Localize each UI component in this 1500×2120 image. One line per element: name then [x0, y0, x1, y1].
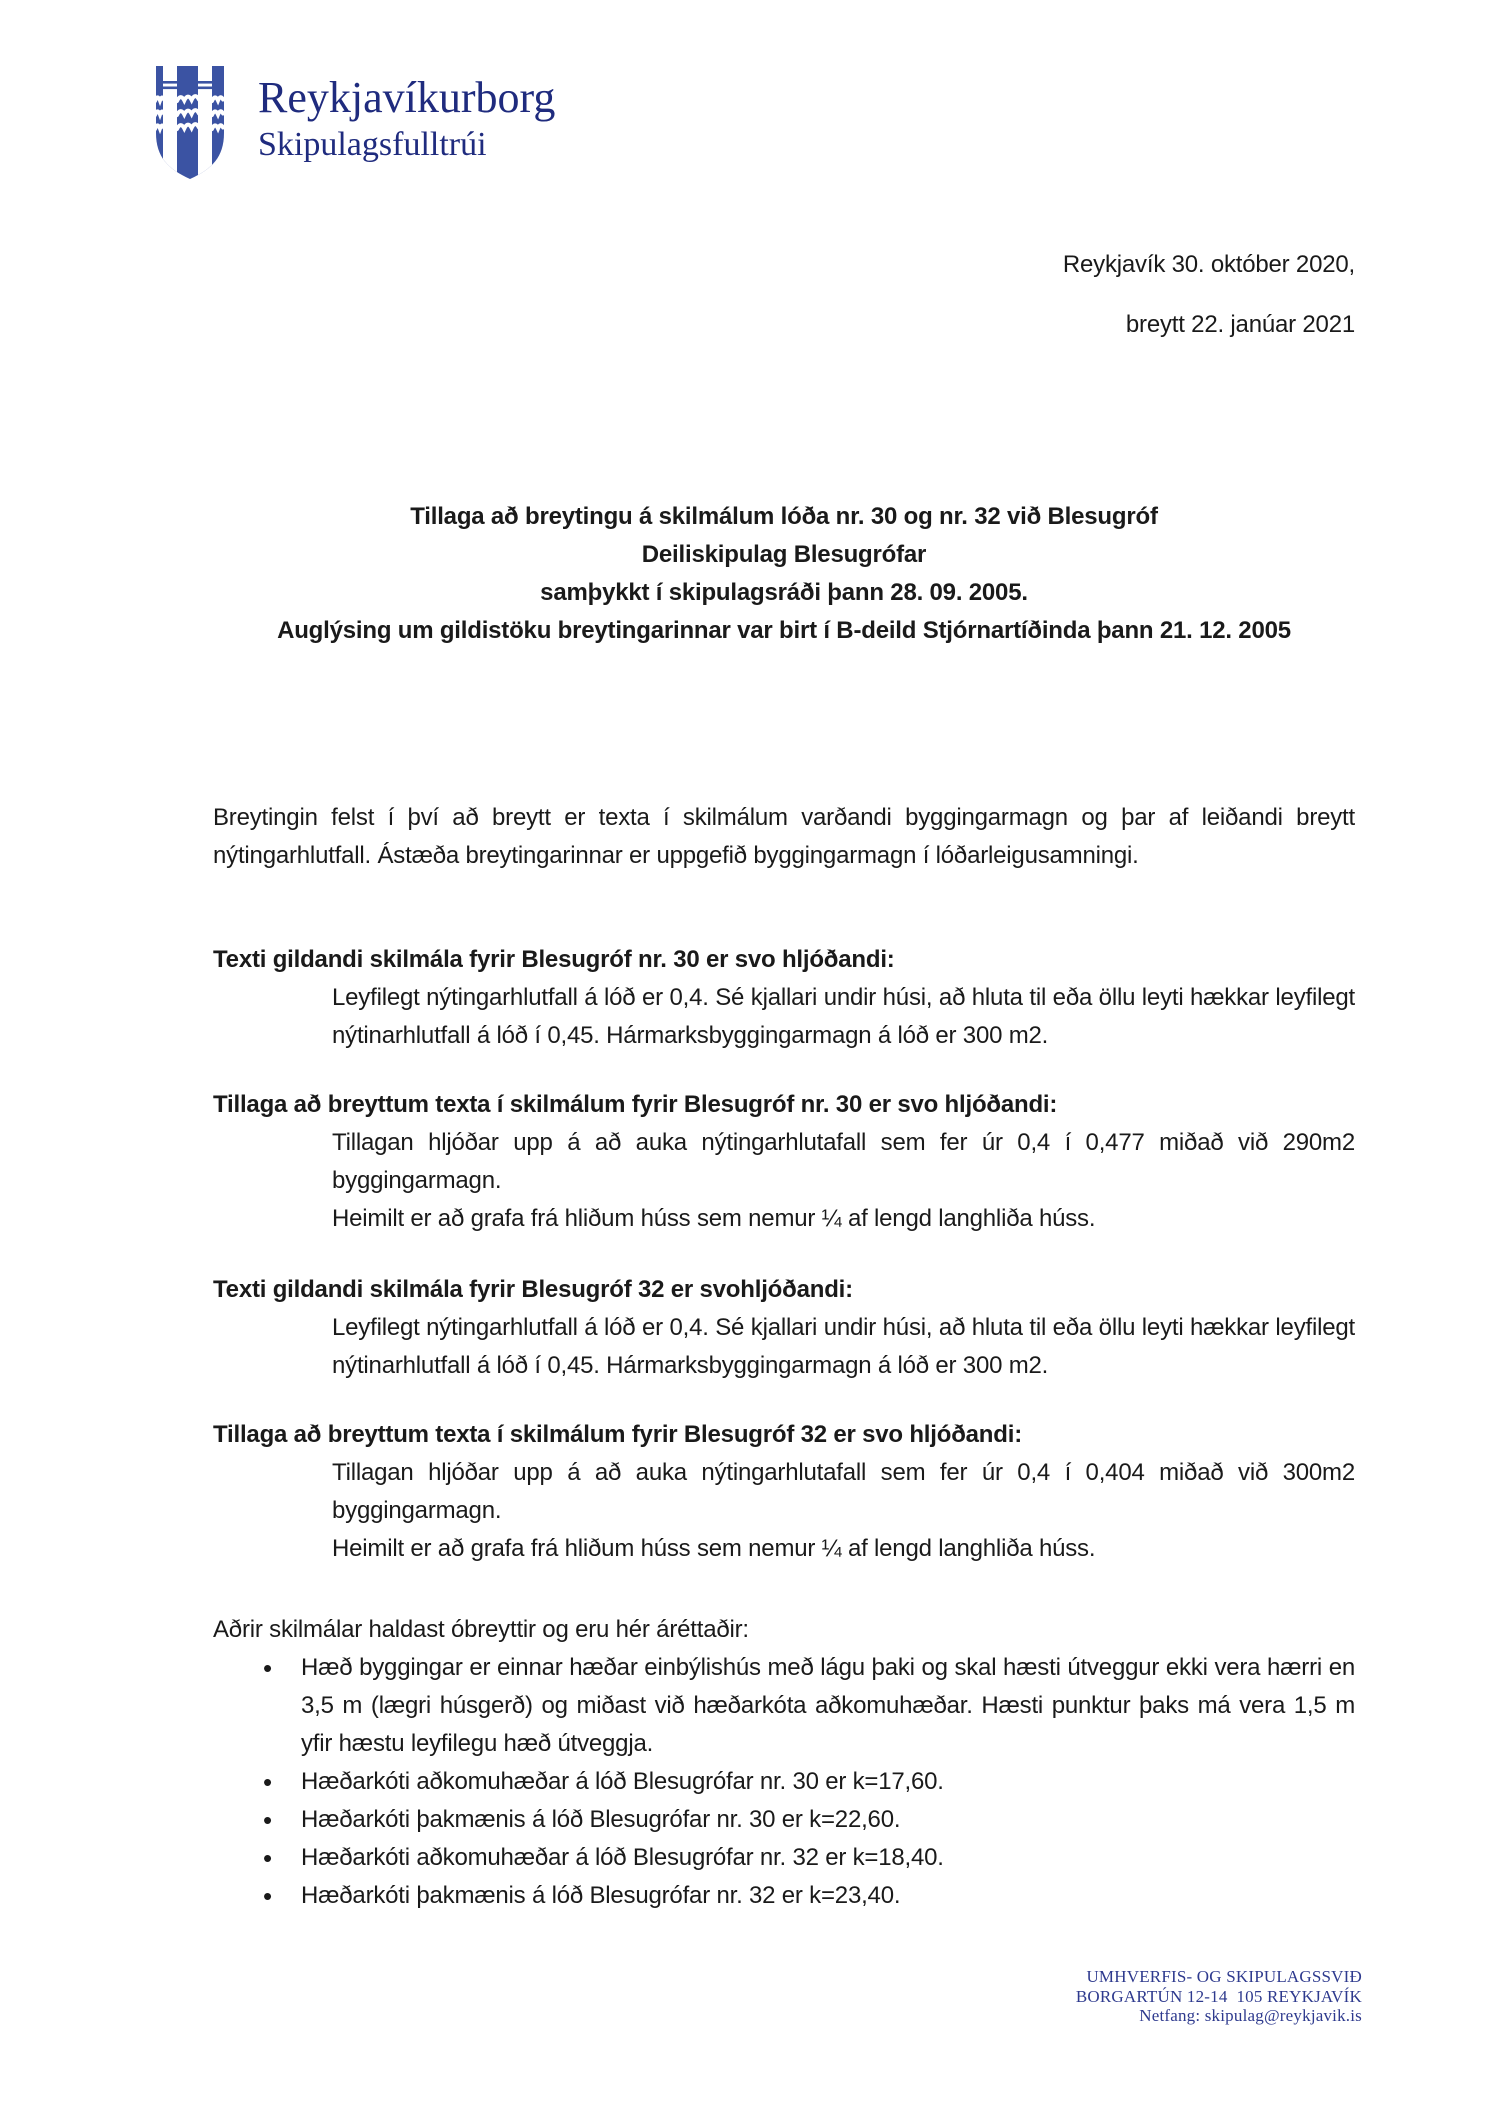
section-heading: Tillaga að breyttum texta í skilmálum fyrir Blesugróf nr. 30 er svo hljóðandi:: [213, 1091, 1058, 1118]
other-terms: [213, 1611, 1355, 1915]
footer-address: BORGARTÚN 12-14 105 REYKJAVÍK: [1075, 1986, 1362, 2006]
title-line-4: Auglýsing um gildistöku breytingarinnar var birt í B-deild Stjórnartíðinda þann 21. 12. 2005: [277, 617, 1291, 644]
list-item: • Hæð byggingar er einnar hæðar einbýlishús með lágu þaki og skal hæsti útveggur ekki vera hærri en 3,5 m (lægri húsgerð) og miðast við hæðarkóta aðkomuhæðar. Hæsti punktur þaks má vera 1,5 m yfir hæstu leyfilegu hæð útveggja.: [213, 1649, 1355, 1763]
section-paragraph: Tillagan hljóðar upp á að auka nýtingarhlutafall sem fer úr 0,4 í 0,477 miðað við 290m2 byggingarmagn.: [332, 1129, 1355, 1194]
page-footer: [213, 1967, 1362, 2026]
org-name: Reykjavíkurborg: [258, 73, 556, 122]
list-item: • Hæðarkóti þakmænis á lóð Blesugrófar nr. 32 er k=23,40.: [213, 1877, 1355, 1915]
org-department: Skipulagsfulltrúi: [258, 126, 487, 163]
reykjavik-coat-of-arms-icon: [155, 65, 225, 180]
intro-paragraph: Breytingin felst í því að breytt er texta í skilmálum varðandi byggingarmagn og þar af leiðandi breytt nýtingarhlutfall. Ástæða breytingarinnar er uppgefið byggingarmagn í lóðarleigusamningi.: [213, 804, 1355, 869]
dateline: [213, 246, 1355, 344]
date-line-2: breytt 22. janúar 2021: [1125, 311, 1355, 338]
section-proposed-terms-nr30: [213, 1086, 1355, 1238]
title-line-2: Deiliskipulag Blesugrófar: [641, 541, 927, 568]
other-terms-intro: Aðrir skilmálar haldast óbreyttir og eru hér áréttaðir:: [213, 1616, 749, 1643]
title-line-3: samþykkt í skipulagsráði þann 28. 09. 2005.: [540, 579, 1028, 606]
list-item: • Hæðarkóti aðkomuhæðar á lóð Blesugrófar nr. 32 er k=18,40.: [213, 1839, 1355, 1877]
section-heading: Texti gildandi skilmála fyrir Blesugróf nr. 30 er svo hljóðandi:: [213, 946, 895, 973]
section-paragraph: Heimilt er að grafa frá hliðum húss sem nemur ¼ af lengd langhliða húss.: [332, 1205, 1096, 1232]
section-paragraph: Leyfilegt nýtingarhlutfall á lóð er 0,4. Sé kjallari undir húsi, að hluta til eða öllu leyti hækkar leyfilegt nýtinarhlutfall á lóð í 0,45. Hármarksbyggingarmagn á lóð er 300 m2.: [332, 1314, 1355, 1379]
footer-email: Netfang: skipulag@reykjavik.is: [1139, 2006, 1362, 2025]
list-item: • Hæðarkóti þakmænis á lóð Blesugrófar nr. 30 er k=22,60.: [213, 1801, 1355, 1839]
list-item: • Hæðarkóti aðkomuhæðar á lóð Blesugrófar nr. 30 er k=17,60.: [213, 1763, 1355, 1801]
footer-department: UMHVERFIS- OG SKIPULAGSSVIÐ: [1086, 1967, 1362, 1986]
section-paragraph: Leyfilegt nýtingarhlutfall á lóð er 0,4. Sé kjallari undir húsi, að hluta til eða öllu leyti hækkar leyfilegt nýtinarhlutfall á lóð í 0,45. Hármarksbyggingarmagn á lóð er 300 m2.: [332, 984, 1355, 1049]
title-line-1: Tillaga að breytingu á skilmálum lóða nr. 30 og nr. 32 við Blesugróf: [410, 503, 1158, 530]
date-line-1: Reykjavík 30. október 2020,: [1062, 251, 1355, 278]
wordmark: [258, 65, 555, 164]
section-proposed-terms-nr32: [213, 1416, 1355, 1568]
section-current-terms-nr32: [213, 1271, 1355, 1385]
other-terms-list: [213, 1649, 1355, 1915]
section-paragraph: Tillagan hljóðar upp á að auka nýtingarhlutafall sem fer úr 0,4 í 0,404 miðað við 300m2 byggingarmagn.: [332, 1459, 1355, 1524]
letterhead: [155, 65, 555, 180]
section-heading: Texti gildandi skilmála fyrir Blesugróf 32 er svohljóðandi:: [213, 1276, 853, 1303]
section-current-terms-nr30: [213, 941, 1355, 1055]
section-heading: Tillaga að breyttum texta í skilmálum fyrir Blesugróf 32 er svo hljóðandi:: [213, 1421, 1022, 1448]
document-title: [213, 498, 1355, 650]
section-paragraph: Heimilt er að grafa frá hliðum húss sem nemur ¼ af lengd langhliða húss.: [332, 1535, 1096, 1562]
